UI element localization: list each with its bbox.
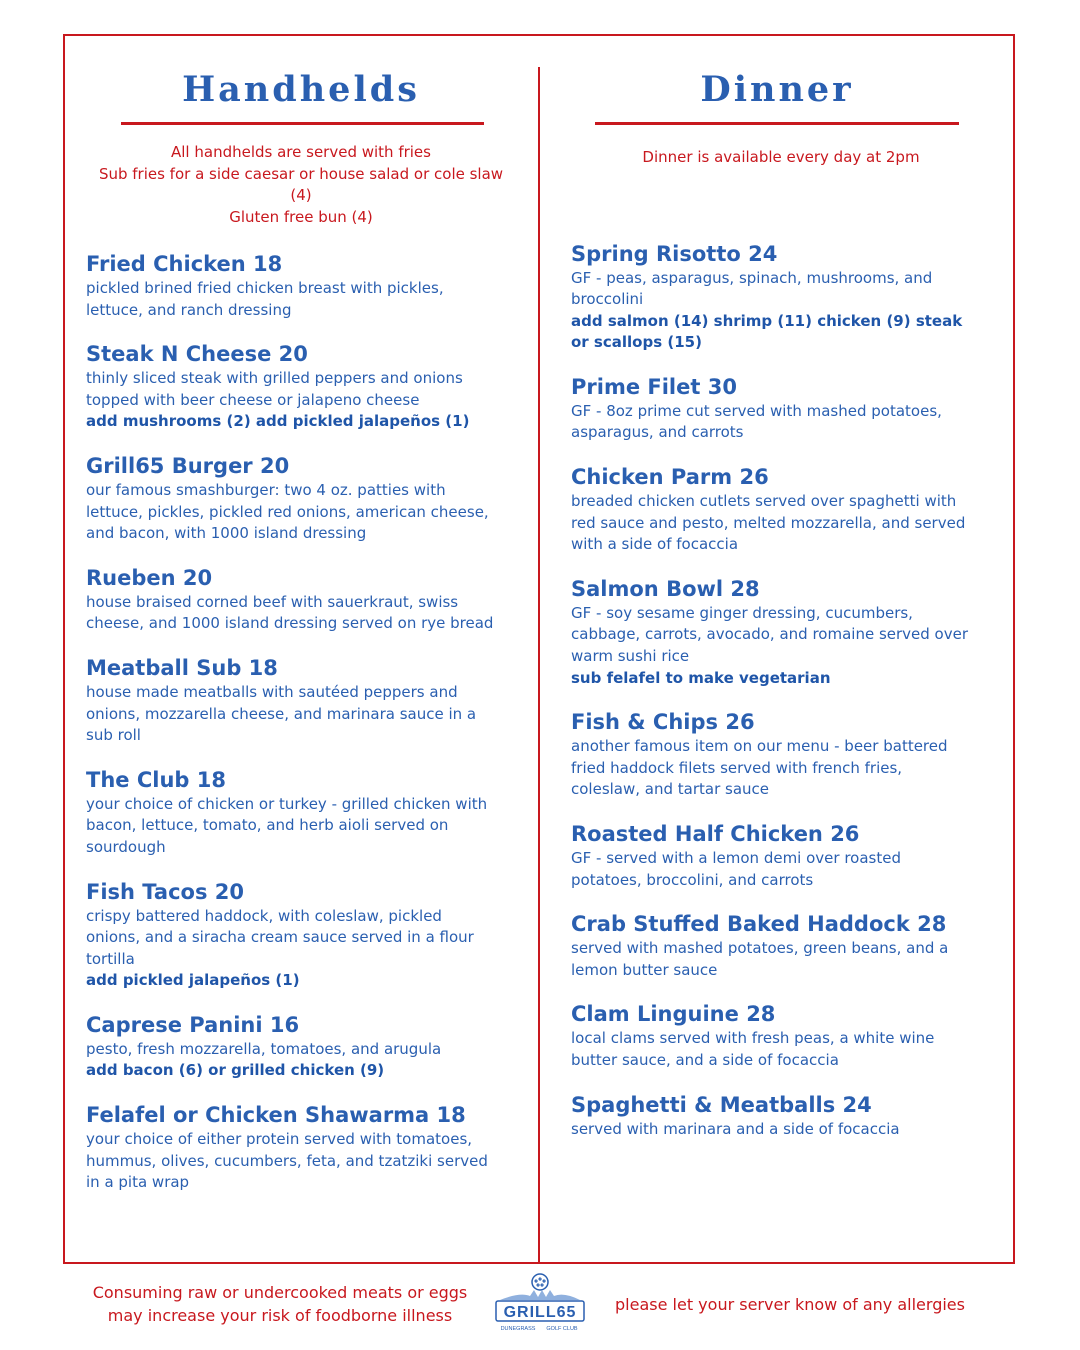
warning-line: Consuming raw or undercooked meats or eggs (92, 1283, 468, 1302)
menu-item-description: your choice of either protein served with tomatoes, hummus, olives, cucumbers, feta, and tzatziki served in a pita wrap (86, 1130, 488, 1192)
grill65-logo (490, 1272, 590, 1334)
menu-item-name: Chicken Parm 26 (571, 465, 769, 490)
menu-item-description: GF - soy sesame ginger dressing, cucumbers, cabbage, carrots, avocado, and romaine served over warm sushi rice (571, 603, 969, 666)
menu-item (571, 708, 971, 801)
menu-item-description: GF - 8oz prime cut served with mashed potatoes, asparagus, and carrots (571, 401, 942, 442)
menu-item-description: house made meatballs with sautéed peppers and onions, mozzarella cheese, and marinara sauce in a sub roll (86, 682, 477, 745)
menu-item (86, 564, 496, 635)
menu-item-description: pickled brined fried chicken breast with pickles, lettuce, and ranch dressing (86, 279, 444, 319)
menu-item (86, 1101, 496, 1194)
foodborne-illness-warning (80, 1281, 480, 1327)
menu-item (571, 373, 971, 444)
menu-item-name: Fried Chicken 18 (86, 252, 283, 276)
menu-item (571, 820, 971, 891)
menu-item-name: Clam Linguine 28 (571, 1002, 776, 1027)
menu-item-addon: add mushrooms (2) add pickled jalapeños (1) (86, 412, 470, 431)
menu-item-name: Prime Filet 30 (571, 374, 737, 399)
menu-item-description: pesto, fresh mozzarella, tomatoes, and arugula (86, 1039, 442, 1058)
menu-item-name: Grill65 Burger 20 (86, 453, 290, 478)
menu-item-description: GF - served with a lemon demi over roasted potatoes, broccolini, and carrots (571, 849, 901, 889)
dinner-section (571, 34, 971, 1159)
menu-item-description: GF - peas, asparagus, spinach, mushrooms, and broccolini (571, 268, 933, 309)
menu-item-name: Fish Tacos 20 (86, 879, 245, 904)
golf-ball-icon (532, 1274, 548, 1290)
menu-item-name: Roasted Half Chicken 26 (571, 822, 860, 846)
logo-caption-right: GOLF CLUB (546, 1326, 578, 1332)
handhelds-title: Handhelds (182, 69, 420, 110)
logo-wordmark: GRILL65 (503, 1304, 577, 1321)
menu-item (86, 340, 496, 433)
allergy-notice: please let your server know of any allergies (615, 1295, 965, 1314)
handhelds-notes (86, 142, 516, 228)
menu-item (571, 575, 971, 689)
menu-item-name: Rueben 20 (86, 565, 213, 590)
menu-item-description: house braised corned beef with sauerkraut, swiss cheese, and 1000 island dressing served on rye bread (86, 592, 494, 633)
menu-item (571, 240, 971, 354)
menu-item-description: served with mashed potatoes, green beans, and a lemon butter sauce (571, 939, 949, 979)
menu-item-name: Salmon Bowl 28 (571, 576, 760, 601)
menu-item-description: another famous item on our menu - beer battered fried haddock filets served with french fries, coleslaw, and tartar sauce (571, 737, 948, 799)
menu-item-description: thinly sliced steak with grilled peppers and onions topped with beer cheese or jalapeno cheese (86, 369, 463, 409)
handhelds-section (86, 34, 504, 1213)
menu-item-description: local clams served with fresh peas, a white wine butter sauce, and a side of focaccia (571, 1029, 935, 1069)
handhelds-list (86, 250, 496, 1194)
menu-item (86, 1011, 496, 1082)
menu-item-description: breaded chicken cutlets served over spaghetti with red sauce and pesto, melted mozzarella, and served with a side of focaccia (571, 492, 966, 554)
menu-item-description: your choice of chicken or turkey - grilled chicken with bacon, lettuce, tomato, and herb aioli served on sourdough (86, 794, 488, 856)
menu-item (86, 654, 496, 747)
menu-item (571, 463, 971, 556)
dinner-title-rule (595, 122, 959, 125)
menu-item-name: Caprese Panini 16 (86, 1012, 300, 1037)
menu-item-addon: add bacon (6) or grilled chicken (9) (86, 1061, 385, 1080)
menu-item (86, 766, 496, 859)
dinner-notes (571, 147, 991, 169)
menu-item-description: our famous smashburger: two 4 oz. patties with lettuce, pickles, pickled red onions, american cheese, and bacon, with 1000 island dressing (86, 480, 489, 543)
dinner-note: Dinner is available every day at 2pm (642, 148, 920, 166)
menu-item (86, 452, 496, 545)
menu-item-name: Spaghetti & Meatballs 24 (571, 1092, 872, 1117)
menu-item (86, 878, 496, 992)
handhelds-note: All handhelds are served with fries (171, 143, 431, 161)
menu-item-name: Spring Risotto 24 (571, 241, 778, 266)
menu-item-name: Felafel or Chicken Shawarma 18 (86, 1103, 466, 1128)
handhelds-note: Gluten free bun (4) (229, 207, 373, 226)
menu-item (571, 910, 971, 981)
menu-item-description: crispy battered haddock, with coleslaw, pickled onions, and a siracha cream sauce served in a flour tortilla (86, 906, 474, 968)
menu-item-name: Steak N Cheese 20 (86, 342, 308, 367)
menu-item-name: The Club 18 (86, 767, 226, 792)
column-divider (538, 67, 540, 1262)
menu-item-name: Crab Stuffed Baked Haddock 28 (571, 912, 947, 937)
handhelds-note: Sub fries for a side caesar or house salad or cole slaw (4) (98, 164, 504, 204)
menu-item-name: Fish & Chips 26 (571, 710, 755, 735)
menu-item (571, 1091, 971, 1141)
menu-item-description: served with marinara and a side of focaccia (571, 1119, 900, 1138)
dinner-title: Dinner (700, 69, 854, 110)
dinner-list (571, 240, 971, 1141)
menu-item-name: Meatball Sub 18 (86, 655, 278, 680)
menu-item (571, 1000, 971, 1071)
warning-line: may increase your risk of foodborne illness (107, 1306, 453, 1325)
dunegrass-icon (500, 1290, 580, 1300)
menu-item (86, 250, 496, 321)
logo-caption-left: DUNEGRASS (500, 1326, 536, 1332)
menu-item-addon: add pickled jalapeños (1) (86, 971, 300, 990)
menu-item-addon: add salmon (14) shrimp (11) chicken (9) steak or scallops (15) (571, 311, 963, 352)
handhelds-title-rule (121, 122, 484, 125)
menu-item-addon: sub felafel to make vegetarian (571, 668, 831, 687)
